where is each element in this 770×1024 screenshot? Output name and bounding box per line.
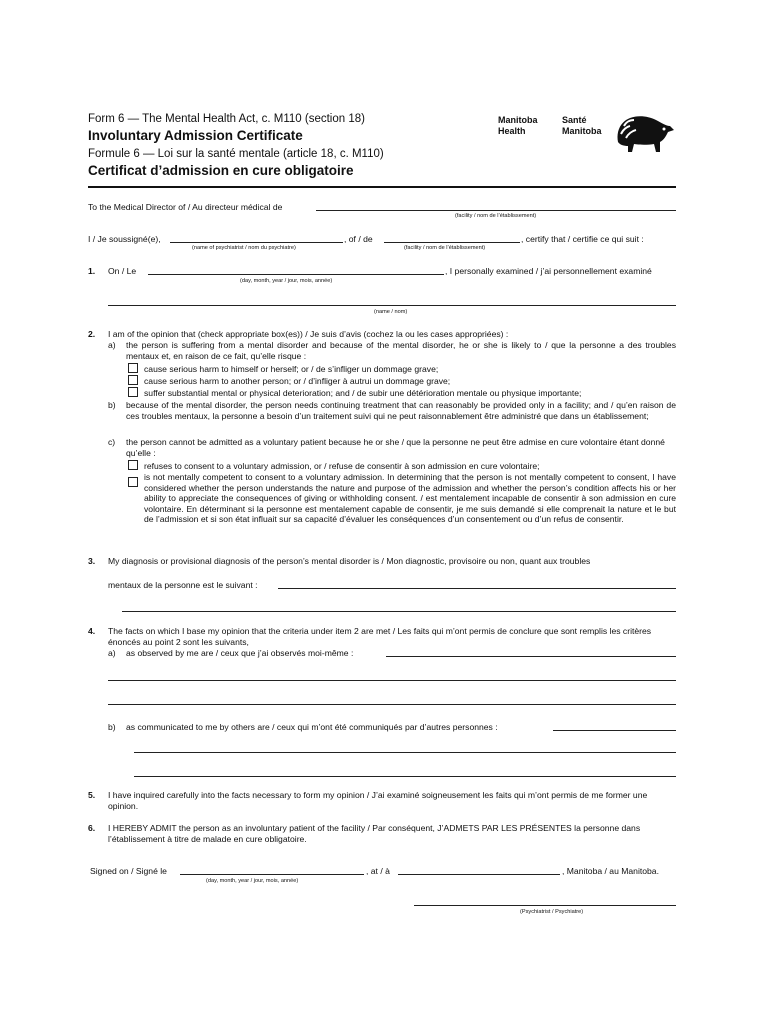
checkbox[interactable] xyxy=(128,363,138,373)
option-refuses-consent[interactable] xyxy=(128,460,540,472)
option-deterioration[interactable] xyxy=(128,387,581,399)
option-harm-self[interactable] xyxy=(128,363,438,375)
item-1-number: 1. xyxy=(88,266,96,276)
option-harm-self-label: cause serious harm to himself or herself; or / de s’infliger un dommage grave; xyxy=(144,364,439,374)
item-4-number: 4. xyxy=(88,626,96,636)
of-label: , of / de xyxy=(344,234,373,244)
item-5-number: 5. xyxy=(88,790,96,800)
diagnosis-field[interactable] xyxy=(278,588,676,589)
item-6-number: 6. xyxy=(88,823,96,833)
option-deterioration-label: suffer substantial mental or physical deterioration; and / de subir une détérioration mentale ou physique importante; xyxy=(144,388,582,398)
item-2-intro: I am of the opinion that (check appropriate box(es)) / Je suis d’avis (cochez la ou les cases appropriées) : xyxy=(108,329,509,339)
item-4a-text: as observed by me are / ceux que j’ai observés moi-même : xyxy=(126,648,354,658)
item-2b-text: because of the mental disorder, the person needs continuing treatment that can reasonably be provided only in a facility; and / qu’en raison de ces troubles mentaux, la personne a besoin d’un traitement suivi qui ne peut raisonnablement être administré que dans un établissement; xyxy=(126,400,676,421)
item-4-text: The facts on which I base my opinion that the criteria under item 2 are met / Les faits qui m’ont permis de conclure que sont remplis les critères énoncés au point 2 sont les suivants, xyxy=(108,626,652,647)
psychiatrist-facility-field[interactable] xyxy=(384,242,520,243)
signed-on-label: Signed on / Signé le xyxy=(90,866,167,876)
psychiatrist-name-caption: (name of psychiatrist / nom du psychiatre) xyxy=(192,245,296,251)
reported-facts-line-3[interactable] xyxy=(134,776,676,777)
item-3-text: My diagnosis or provisional diagnosis of the person’s mental disorder is / Mon diagnostic, provisoire ou non, quant aux troubles xyxy=(108,556,591,566)
observed-facts-field[interactable] xyxy=(386,656,676,657)
option-harm-others[interactable] xyxy=(128,375,450,387)
option-harm-others-label: cause serious harm to another person; or / d’infliger à autrui un dommage grave; xyxy=(144,376,451,386)
signed-date-caption: (day, month, year / jour, mois, année) xyxy=(206,878,299,884)
signed-at-label: , at / à xyxy=(366,866,390,876)
facility-caption: (facility / nom de l’établissement) xyxy=(455,213,537,219)
certify-label: , certify that / certifie ce qui suit : xyxy=(521,234,644,244)
bison-logo-icon xyxy=(612,112,676,163)
checkbox[interactable] xyxy=(128,460,138,470)
psychiatrist-label: I / Je soussigné(e), xyxy=(88,234,161,244)
form-title-fr: Certificat d’admission en cure obligatoire xyxy=(88,163,354,178)
item-2a-text: the person is suffering from a mental disorder and because of the mental disorder, he or she is likely to / que la personne a des troubles mentaux et, en raison de ce fait, qu’elle risque : xyxy=(126,340,676,361)
item-5-text: I have inquired carefully into the facts necessary to form my opinion / J’ai examiné soigneusement les faits qui m’ont permis de me former une opinion. xyxy=(108,790,648,811)
item-2a-label: a) xyxy=(108,340,116,350)
signed-place-field[interactable] xyxy=(398,874,560,875)
psychiatrist-signature-field[interactable] xyxy=(414,905,676,906)
option-not-competent-text: is not mentally competent to consent to a voluntary admission. In determining that the person is not mentally competent to consent, I have considered whether the person understands the nature and purpose of the admission and whether the person’s condition affects his or her ability to appreciate the consequences of giving or withholding consent. / est mentalement incapable de consentir à son admission en cure volontaire. En déterminant si la personne est mentalement capable de consentir, je me suis demandé si elle comprenait la nature et le but de l’admission et si son état influait sur sa capacité d’évaluer les conséquences d’un consentement ou d’un refus de consentir. xyxy=(144,472,676,524)
facility-field[interactable] xyxy=(316,210,676,211)
option-refuses-consent-label: refuses to consent to a voluntary admission, or / refuse de consentir à son admission en cure volontaire; xyxy=(144,461,540,471)
org-name-en: Manitoba Health xyxy=(498,115,538,136)
form-title-en: Involuntary Admission Certificate xyxy=(88,128,303,143)
patient-name-field[interactable] xyxy=(108,305,676,306)
item-4a-label: a) xyxy=(108,648,116,658)
manitoba-label: , Manitoba / au Manitoba. xyxy=(562,866,659,876)
checkbox[interactable] xyxy=(128,375,138,385)
item-2c-text: the person cannot be admitted as a voluntary patient because he or she / que la personne ne peut être admise en cure volontaire étant donné qu’elle : xyxy=(126,437,665,458)
reported-facts-field[interactable] xyxy=(553,730,676,731)
observed-facts-line-2[interactable] xyxy=(108,680,676,681)
checkbox[interactable] xyxy=(128,387,138,397)
item-1-label: On / Le xyxy=(108,266,137,276)
observed-facts-line-3[interactable] xyxy=(108,704,676,705)
item-6-text: I HEREBY ADMIT the person as an involuntary patient of the facility / Par conséquent, J’ADMETS PAR LES PRÉSENTES la personne dans l’établissement à titre de malade en cure obligatoire. xyxy=(108,823,641,844)
item-2c-label: c) xyxy=(108,437,116,447)
option-not-competent-checkbox[interactable] xyxy=(128,473,144,491)
to-medical-director-label: To the Medical Director of / Au directeur médical de xyxy=(88,202,283,212)
patient-name-caption: (name / nom) xyxy=(374,309,408,315)
signed-date-field[interactable] xyxy=(180,874,364,875)
item-3-text-continued: mentaux de la personne est le suivant : xyxy=(108,580,258,590)
psychiatrist-name-field[interactable] xyxy=(170,242,343,243)
diagnosis-field-line-2[interactable] xyxy=(122,611,676,612)
org-name-fr: Santé Manitoba xyxy=(562,115,602,136)
psychiatrist-signature-caption: (Psychiatrist / Psychiatre) xyxy=(520,909,584,915)
exam-date-caption: (day, month, year / jour, mois, année) xyxy=(240,278,333,284)
form-number-en: Form 6 — The Mental Health Act, c. M110 (section 18) xyxy=(88,113,365,125)
examined-label: , I personally examined / j’ai personnellement examiné xyxy=(445,266,652,276)
item-2-number: 2. xyxy=(88,329,96,339)
item-2b-label: b) xyxy=(108,400,116,410)
psychiatrist-facility-caption: (facility / nom de l’établissement) xyxy=(404,245,486,251)
item-3-number: 3. xyxy=(88,556,96,566)
item-4b-text: as communicated to me by others are / ceux qui m’ont été communiqués par d’autres personnes : xyxy=(126,722,498,732)
reported-facts-line-2[interactable] xyxy=(134,752,676,753)
header-divider xyxy=(88,186,676,188)
item-4b-label: b) xyxy=(108,722,116,732)
form-number-fr: Formule 6 — Loi sur la santé mentale (article 18, c. M110) xyxy=(88,148,384,160)
exam-date-field[interactable] xyxy=(148,274,444,275)
